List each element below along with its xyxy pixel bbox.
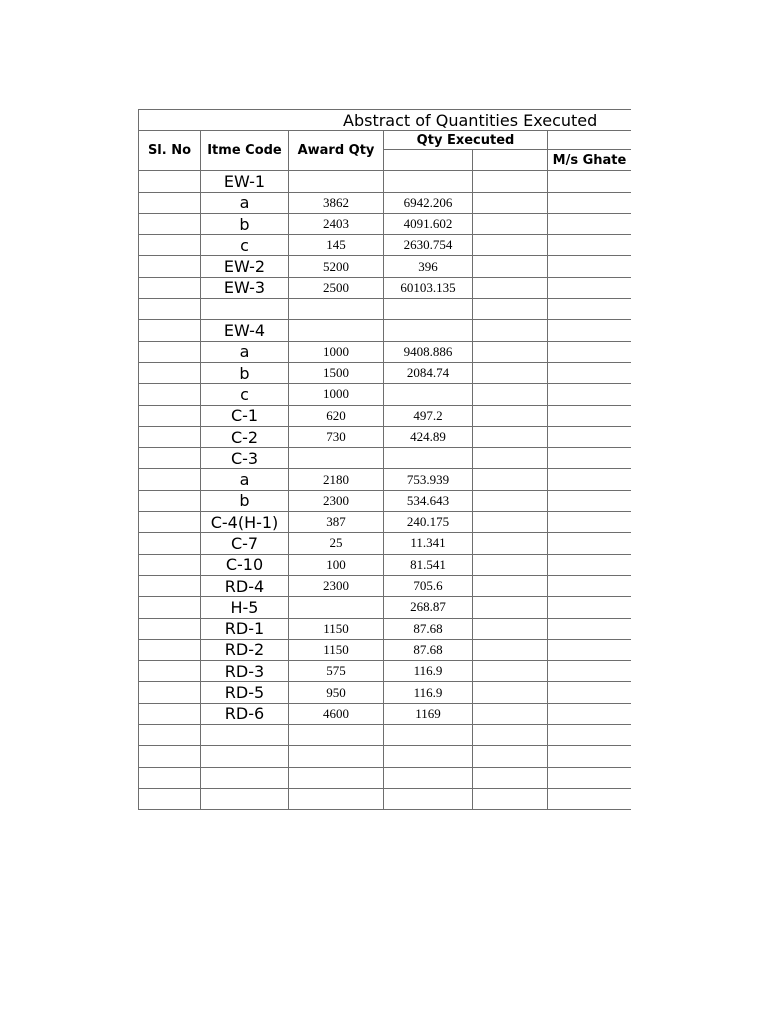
award-qty-cell[interactable]: 1500 <box>289 362 384 383</box>
empty-cell[interactable] <box>473 299 548 320</box>
qty-executed-cell[interactable]: 497.2 <box>384 405 473 426</box>
ms-ghate-cell[interactable] <box>548 320 632 341</box>
ms-ghate-cell[interactable] <box>548 469 632 490</box>
ms-ghate-cell[interactable] <box>548 405 632 426</box>
ms-ghate-cell[interactable] <box>548 639 632 660</box>
qty-executed-cell[interactable] <box>384 788 473 809</box>
empty-cell[interactable] <box>473 192 548 213</box>
item-code-cell[interactable] <box>201 746 289 767</box>
item-code-cell[interactable]: C-10 <box>201 554 289 575</box>
qty-executed-cell[interactable] <box>384 448 473 469</box>
ms-ghate-cell[interactable] <box>548 618 632 639</box>
award-qty-cell[interactable]: 575 <box>289 661 384 682</box>
qty-executed-cell[interactable]: 4091.602 <box>384 213 473 234</box>
ms-ghate-cell[interactable] <box>548 788 632 809</box>
item-code-cell[interactable]: a <box>201 341 289 362</box>
ms-ghate-cell[interactable] <box>548 384 632 405</box>
qty-executed-cell[interactable]: 424.89 <box>384 426 473 447</box>
qty-executed-cell[interactable]: 6942.206 <box>384 192 473 213</box>
qty-executed-cell[interactable]: 534.643 <box>384 490 473 511</box>
sl-no-cell[interactable] <box>139 299 201 320</box>
ms-ghate-cell[interactable] <box>548 426 632 447</box>
header-empty <box>548 131 632 150</box>
sl-no-cell[interactable] <box>139 746 201 767</box>
qty-executed-cell[interactable] <box>384 320 473 341</box>
table-row <box>139 171 632 192</box>
qty-executed-cell[interactable] <box>384 746 473 767</box>
empty-cell[interactable] <box>473 256 548 277</box>
sl-no-cell[interactable] <box>139 213 201 234</box>
qty-executed-cell[interactable]: 87.68 <box>384 639 473 660</box>
empty-cell[interactable] <box>473 725 548 746</box>
item-code-cell[interactable]: EW-4 <box>201 320 289 341</box>
sl-no-cell[interactable] <box>139 533 201 554</box>
sl-no-cell[interactable] <box>139 341 201 362</box>
ms-ghate-cell[interactable] <box>548 533 632 554</box>
ms-ghate-cell[interactable] <box>548 682 632 703</box>
item-code-cell[interactable]: EW-2 <box>201 256 289 277</box>
empty-cell[interactable] <box>473 512 548 533</box>
table-row <box>139 618 632 639</box>
ms-ghate-cell[interactable] <box>548 256 632 277</box>
quantities-table <box>138 109 631 810</box>
item-code-cell[interactable]: b <box>201 362 289 383</box>
qty-executed-cell[interactable]: 753.939 <box>384 469 473 490</box>
table-row <box>139 512 632 533</box>
qty-executed-cell[interactable]: 396 <box>384 256 473 277</box>
empty-cell[interactable] <box>473 597 548 618</box>
item-code-cell[interactable]: a <box>201 192 289 213</box>
qty-executed-cell[interactable]: 240.175 <box>384 512 473 533</box>
item-code-cell[interactable]: RD-6 <box>201 703 289 724</box>
header-subcell <box>384 150 473 171</box>
award-qty-cell[interactable] <box>289 448 384 469</box>
qty-executed-cell[interactable] <box>384 299 473 320</box>
table-row <box>139 725 632 746</box>
sl-no-cell[interactable] <box>139 426 201 447</box>
empty-cell[interactable] <box>473 213 548 234</box>
empty-cell[interactable] <box>473 682 548 703</box>
table-row <box>139 341 632 362</box>
empty-cell[interactable] <box>473 235 548 256</box>
item-code-cell[interactable] <box>201 767 289 788</box>
empty-cell[interactable] <box>473 171 548 192</box>
empty-cell[interactable] <box>473 469 548 490</box>
sl-no-cell[interactable] <box>139 767 201 788</box>
qty-executed-cell[interactable]: 116.9 <box>384 661 473 682</box>
award-qty-cell[interactable]: 1000 <box>289 341 384 362</box>
qty-executed-cell[interactable]: 11.341 <box>384 533 473 554</box>
sl-no-cell[interactable] <box>139 384 201 405</box>
ms-ghate-cell[interactable] <box>548 490 632 511</box>
table-row <box>139 703 632 724</box>
empty-cell[interactable] <box>473 405 548 426</box>
spreadsheet <box>138 109 631 810</box>
ms-ghate-cell[interactable] <box>548 362 632 383</box>
sl-no-cell[interactable] <box>139 703 201 724</box>
qty-executed-cell[interactable]: 116.9 <box>384 682 473 703</box>
qty-executed-cell[interactable] <box>384 725 473 746</box>
award-qty-cell[interactable]: 2300 <box>289 490 384 511</box>
table-row <box>139 554 632 575</box>
table-row <box>139 213 632 234</box>
table-row <box>139 362 632 383</box>
award-qty-cell[interactable] <box>289 746 384 767</box>
table-row <box>139 575 632 596</box>
sl-no-cell[interactable] <box>139 405 201 426</box>
sl-no-cell[interactable] <box>139 597 201 618</box>
empty-cell[interactable] <box>473 788 548 809</box>
sl-no-cell[interactable] <box>139 661 201 682</box>
qty-executed-cell[interactable] <box>384 384 473 405</box>
ms-ghate-cell[interactable] <box>548 703 632 724</box>
ms-ghate-cell[interactable] <box>548 235 632 256</box>
award-qty-cell[interactable]: 2180 <box>289 469 384 490</box>
empty-cell[interactable] <box>473 384 548 405</box>
table-row <box>139 533 632 554</box>
item-code-cell[interactable]: RD-4 <box>201 575 289 596</box>
award-qty-cell[interactable] <box>289 788 384 809</box>
award-qty-cell[interactable]: 2500 <box>289 277 384 298</box>
table-row <box>139 788 632 809</box>
ms-ghate-cell[interactable] <box>548 341 632 362</box>
table-row <box>139 448 632 469</box>
table-row <box>139 767 632 788</box>
award-qty-cell[interactable]: 1150 <box>289 639 384 660</box>
empty-cell[interactable] <box>473 618 548 639</box>
ms-ghate-cell[interactable] <box>548 767 632 788</box>
ms-ghate-cell[interactable] <box>548 171 632 192</box>
table-row <box>139 426 632 447</box>
sl-no-cell[interactable] <box>139 725 201 746</box>
award-qty-cell[interactable]: 1000 <box>289 384 384 405</box>
award-qty-cell[interactable]: 100 <box>289 554 384 575</box>
table-row <box>139 639 632 660</box>
qty-executed-cell[interactable]: 9408.886 <box>384 341 473 362</box>
ms-ghate-cell[interactable] <box>548 299 632 320</box>
award-qty-cell[interactable] <box>289 725 384 746</box>
award-qty-cell[interactable] <box>289 171 384 192</box>
qty-executed-cell[interactable]: 2630.754 <box>384 235 473 256</box>
item-code-cell[interactable]: RD-2 <box>201 639 289 660</box>
award-qty-cell[interactable]: 3862 <box>289 192 384 213</box>
qty-executed-cell[interactable]: 81.541 <box>384 554 473 575</box>
sl-no-cell[interactable] <box>139 171 201 192</box>
ms-ghate-cell[interactable] <box>548 213 632 234</box>
item-code-cell[interactable] <box>201 299 289 320</box>
item-code-cell[interactable] <box>201 788 289 809</box>
header-subcell <box>473 150 548 171</box>
item-code-cell[interactable]: c <box>201 384 289 405</box>
sl-no-cell[interactable] <box>139 235 201 256</box>
empty-cell[interactable] <box>473 575 548 596</box>
award-qty-cell[interactable]: 5200 <box>289 256 384 277</box>
table-row <box>139 384 632 405</box>
empty-cell[interactable] <box>473 490 548 511</box>
empty-cell[interactable] <box>473 639 548 660</box>
empty-cell[interactable] <box>473 661 548 682</box>
table-row <box>139 235 632 256</box>
table-row <box>139 682 632 703</box>
sl-no-cell[interactable] <box>139 448 201 469</box>
item-code-cell[interactable]: RD-5 <box>201 682 289 703</box>
item-code-cell[interactable]: EW-3 <box>201 277 289 298</box>
item-code-cell[interactable]: b <box>201 213 289 234</box>
sl-no-cell[interactable] <box>139 362 201 383</box>
award-qty-cell[interactable] <box>289 320 384 341</box>
sl-no-cell[interactable] <box>139 618 201 639</box>
qty-executed-cell[interactable]: 2084.74 <box>384 362 473 383</box>
award-qty-cell[interactable]: 730 <box>289 426 384 447</box>
empty-cell[interactable] <box>473 277 548 298</box>
table-row <box>139 320 632 341</box>
item-code-cell[interactable]: RD-1 <box>201 618 289 639</box>
empty-cell[interactable] <box>473 426 548 447</box>
empty-cell[interactable] <box>473 746 548 767</box>
sl-no-cell[interactable] <box>139 575 201 596</box>
empty-cell[interactable] <box>473 341 548 362</box>
sl-no-cell[interactable] <box>139 639 201 660</box>
table-row <box>139 746 632 767</box>
sl-no-cell[interactable] <box>139 554 201 575</box>
empty-cell[interactable] <box>473 767 548 788</box>
header-row-1 <box>139 131 632 150</box>
award-qty-cell[interactable]: 620 <box>289 405 384 426</box>
award-qty-cell[interactable] <box>289 299 384 320</box>
sl-no-cell[interactable] <box>139 192 201 213</box>
item-code-cell[interactable]: H-5 <box>201 597 289 618</box>
ms-ghate-cell[interactable] <box>548 192 632 213</box>
sl-no-cell[interactable] <box>139 469 201 490</box>
ms-ghate-cell[interactable] <box>548 725 632 746</box>
table-row <box>139 405 632 426</box>
ms-ghate-cell[interactable] <box>548 746 632 767</box>
qty-executed-cell[interactable] <box>384 767 473 788</box>
table-row <box>139 192 632 213</box>
empty-cell[interactable] <box>473 362 548 383</box>
ms-ghate-cell[interactable] <box>548 277 632 298</box>
item-code-cell[interactable] <box>201 725 289 746</box>
award-qty-cell[interactable]: 1150 <box>289 618 384 639</box>
table-row <box>139 277 632 298</box>
sl-no-cell[interactable] <box>139 512 201 533</box>
sl-no-cell[interactable] <box>139 490 201 511</box>
table-row <box>139 299 632 320</box>
item-code-cell[interactable]: C-3 <box>201 448 289 469</box>
item-code-cell[interactable]: RD-3 <box>201 661 289 682</box>
item-code-cell[interactable]: c <box>201 235 289 256</box>
item-code-cell[interactable]: C-1 <box>201 405 289 426</box>
award-qty-cell[interactable] <box>289 767 384 788</box>
header-ms-ghate: M/s Ghate <box>548 150 632 171</box>
item-code-cell[interactable]: C-4(H-1) <box>201 512 289 533</box>
ms-ghate-cell[interactable] <box>548 448 632 469</box>
item-code-cell[interactable]: EW-1 <box>201 171 289 192</box>
title-row <box>139 110 632 131</box>
award-qty-cell[interactable]: 4600 <box>289 703 384 724</box>
award-qty-cell[interactable] <box>289 597 384 618</box>
table-row <box>139 490 632 511</box>
ms-ghate-cell[interactable] <box>548 512 632 533</box>
item-code-cell[interactable]: a <box>201 469 289 490</box>
ms-ghate-cell[interactable] <box>548 597 632 618</box>
qty-executed-cell[interactable]: 60103.135 <box>384 277 473 298</box>
item-code-cell[interactable]: C-7 <box>201 533 289 554</box>
sl-no-cell[interactable] <box>139 682 201 703</box>
header-item-code: Itme Code <box>201 131 289 171</box>
qty-executed-cell[interactable]: 268.87 <box>384 597 473 618</box>
sl-no-cell[interactable] <box>139 788 201 809</box>
ms-ghate-cell[interactable] <box>548 575 632 596</box>
table-row <box>139 597 632 618</box>
empty-cell[interactable] <box>473 703 548 724</box>
empty-cell[interactable] <box>473 533 548 554</box>
table-row <box>139 256 632 277</box>
header-qty-executed: Qty Executed <box>384 131 548 150</box>
sl-no-cell[interactable] <box>139 256 201 277</box>
table-row <box>139 661 632 682</box>
ms-ghate-cell[interactable] <box>548 661 632 682</box>
qty-executed-cell[interactable]: 705.6 <box>384 575 473 596</box>
award-qty-cell[interactable]: 950 <box>289 682 384 703</box>
qty-executed-cell[interactable]: 87.68 <box>384 618 473 639</box>
table-row <box>139 469 632 490</box>
qty-executed-cell[interactable] <box>384 171 473 192</box>
sheet-title: Abstract of Quantities Executed <box>139 110 632 131</box>
header-sl-no: Sl. No <box>139 131 201 171</box>
item-code-cell[interactable]: b <box>201 490 289 511</box>
ms-ghate-cell[interactable] <box>548 554 632 575</box>
award-qty-cell[interactable]: 2300 <box>289 575 384 596</box>
qty-executed-cell[interactable]: 1169 <box>384 703 473 724</box>
empty-cell[interactable] <box>473 448 548 469</box>
empty-cell[interactable] <box>473 320 548 341</box>
award-qty-cell[interactable]: 25 <box>289 533 384 554</box>
header-award-qty: Award Qty <box>289 131 384 171</box>
sl-no-cell[interactable] <box>139 277 201 298</box>
award-qty-cell[interactable]: 145 <box>289 235 384 256</box>
item-code-cell[interactable]: C-2 <box>201 426 289 447</box>
award-qty-cell[interactable]: 2403 <box>289 213 384 234</box>
empty-cell[interactable] <box>473 554 548 575</box>
award-qty-cell[interactable]: 387 <box>289 512 384 533</box>
sl-no-cell[interactable] <box>139 320 201 341</box>
